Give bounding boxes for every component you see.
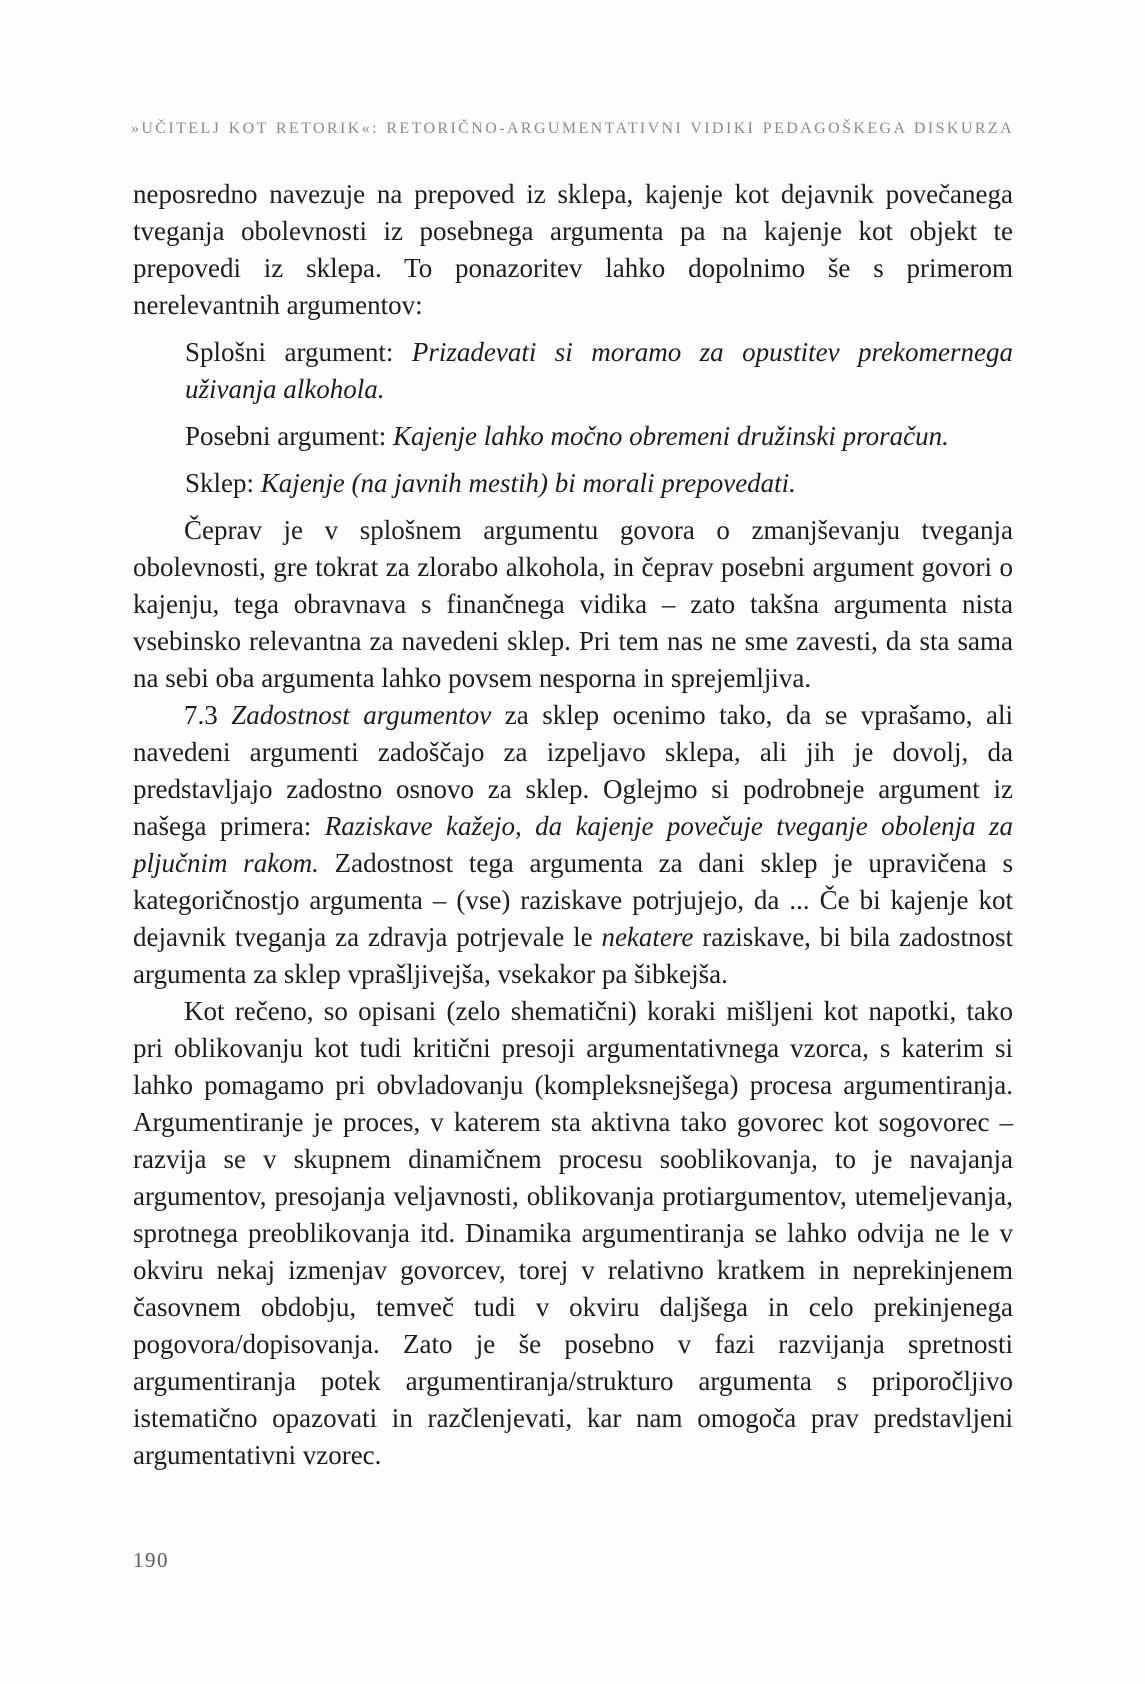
example-line bbox=[185, 465, 1013, 502]
example-line bbox=[185, 418, 1013, 455]
page-number: 190 bbox=[133, 1548, 169, 1572]
running-header bbox=[0, 120, 1145, 138]
text-run: Posebni argument: bbox=[185, 421, 393, 451]
paragraph bbox=[133, 993, 1013, 1474]
paragraph bbox=[133, 512, 1013, 697]
italic-text-run: Raziskave kažejo, da kajenje povečuje tveganje obolenja za pljučnim rakom. bbox=[133, 811, 1013, 878]
text-run: Zadostnost tega argumenta za dani sklep je upravičena s kategoričnostjo argumenta – (vse) raziskave potrjujejo, da ... Če bi kajenje kot dejavnik tveganja za zdravja potrjevale le bbox=[133, 848, 1013, 952]
text-run: 7.3 bbox=[184, 700, 232, 730]
running-header-text: »UČITELJ KOT RETORIK«: RETORIČNO-ARGUMENTATIVNI VIDIKI PEDAGOŠKEGA DISKURZA bbox=[130, 120, 1015, 137]
italic-text-run: Kajenje (na javnih mestih) bi morali prepovedati. bbox=[260, 468, 796, 498]
text-run: neposredno navezuje na prepoved iz sklepa, kajenje kot dejavnik povečanega tveganja obolevnosti iz posebnega argumenta pa na kajenje kot objekt te prepovedi iz sklepa. To ponazoritev lahko dopolnimo še s primerom nerelevantnih argumentov: bbox=[133, 179, 1013, 320]
text-run: Čeprav je v splošnem argumentu govora o zmanjševanju tveganja obolevnosti, gre tokrat za zlorabo alkohola, in čeprav posebni argument govori o kajenju, tega obravnava s finančnega vidika – zato takšna argumenta nista vsebinsko relevantna za navedeni sklep. Pri tem nas ne sme zavesti, da sta sama na sebi oba argumenta lahko povsem nesporna in sprejemljiva. bbox=[133, 515, 1013, 693]
text-run: Sklep: bbox=[185, 468, 261, 498]
italic-text-run: Zadostnost argumentov bbox=[231, 700, 492, 730]
paragraph bbox=[133, 176, 1013, 324]
text-run: Splošni argument: bbox=[185, 337, 412, 367]
example-line bbox=[185, 334, 1013, 408]
body-text bbox=[133, 176, 1013, 1474]
paragraph bbox=[133, 697, 1013, 993]
text-run: raziskave, bi bila zadostnost argumenta za sklep vprašljivejša, vsekakor pa šibkejša. bbox=[133, 922, 1013, 989]
italic-text-run: nekatere bbox=[601, 922, 694, 952]
italic-text-run: Prizadevati si moramo za opustitev prekomernega uživanja alkohola. bbox=[185, 337, 1013, 404]
text-run: za sklep ocenimo tako, da se vprašamo, ali navedeni argumenti zadoščajo za izpeljavo sklepa, ali jih je dovolj, da predstavljajo zadostno osnovo za sklep. Oglejmo si podrobneje argument iz našega primera: bbox=[133, 700, 1013, 841]
italic-text-run: Kajenje lahko močno obremeni družinski proračun. bbox=[392, 421, 949, 451]
text-run: Kot rečeno, so opisani (zelo shematični) koraki mišljeni kot napotki, tako pri oblikovanju kot tudi kritični presoji argumentativnega vzorca, s katerim si lahko pomagamo pri obvladovanju (kompleksnejšega) procesa argumentiranja. Argumentiranje je proces, v katerem sta aktivna tako govorec kot sogovorec – razvija se v skupnem dinamičnem procesu sooblikovanja, to je navajanja argumentov, presojanja veljavnosti, oblikovanja protiargumentov, utemeljevanja, sprotnega preoblikovanja itd. Dinamika argumentiranja se lahko odvija ne le v okviru nekaj izmenjav govorcev, torej v relativno kratkem in neprekinjenem časovnem obdobju, temveč tudi v okviru daljšega in celo prekinjenega pogovora/dopisovanja. Zato je še posebno v fazi razvijanja spretnosti argumentiranja potek argumentiranja/strukturo argumenta s priporočljivo istematično opazovati in razčlenjevati, kar nam omogoča prav predstavljeni argumentativni vzorec. bbox=[133, 996, 1013, 1470]
